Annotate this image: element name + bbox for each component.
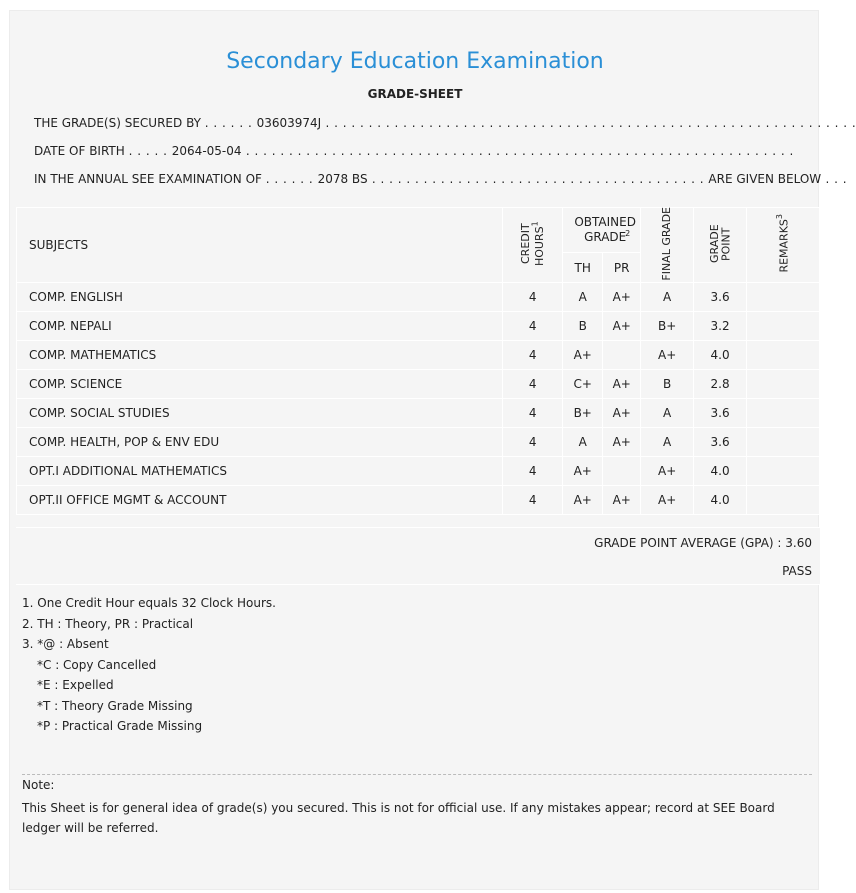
gpa-line bbox=[594, 536, 812, 550]
dob-line: DATE OF BIRTH . . . . . 2064-05-04 . . . . . . . . . . . . . . . . . . . . . . . . . . . . . . . . . . . . . . . . . . . . . . . . . . . . . . . . . . . . . . . . bbox=[34, 144, 794, 158]
subject-name: COMP. HEALTH, POP & ENV EDU bbox=[17, 428, 503, 457]
pr-grade-cell: A+ bbox=[603, 486, 641, 515]
table-row bbox=[17, 341, 820, 370]
dob-value: 2064-05-04 bbox=[171, 144, 242, 158]
subject-name: COMP. MATHEMATICS bbox=[17, 341, 503, 370]
grade-point-cell: 4.0 bbox=[694, 457, 747, 486]
obtained-grade-header: OBTAINED GRADE$^2$ bbox=[563, 208, 641, 253]
grade-point-cell: 2.8 bbox=[694, 370, 747, 399]
credit-hours-cell: 4 bbox=[503, 283, 563, 312]
pr-grade-cell: A+ bbox=[603, 370, 641, 399]
grade-point-cell: 4.0 bbox=[694, 486, 747, 515]
dob-label: DATE OF BIRTH bbox=[34, 144, 125, 158]
th-header: TH bbox=[563, 253, 603, 283]
credit-hours-cell: 4 bbox=[503, 312, 563, 341]
credit-hours-cell: 4 bbox=[503, 428, 563, 457]
remarks-header: REMARKS$^3$ bbox=[747, 208, 820, 283]
footnote-3-p: *P : Practical Grade Missing bbox=[37, 719, 203, 733]
remarks-cell bbox=[747, 486, 820, 515]
pr-grade-cell: A+ bbox=[603, 428, 641, 457]
grades-table bbox=[16, 207, 820, 515]
grade-point-cell: 3.2 bbox=[694, 312, 747, 341]
subjects-header: SUBJECTS bbox=[17, 208, 503, 283]
remarks-cell bbox=[747, 370, 820, 399]
grade-point-cell: 3.6 bbox=[694, 399, 747, 428]
remarks-cell bbox=[747, 428, 820, 457]
final-grade-header: FINAL GRADE bbox=[641, 208, 694, 283]
grade-sheet bbox=[9, 10, 856, 890]
table-row bbox=[17, 428, 820, 457]
footnote-3-e: *E : Expelled bbox=[37, 678, 114, 692]
sheet-subtitle: GRADE-SHEET bbox=[367, 87, 463, 101]
pr-grade-cell: A+ bbox=[603, 283, 641, 312]
secured-by-line: THE GRADE(S) SECURED BY . . . . . . 03603974J . . . . . . . . . . . . . . . . . . . . . . . . . . . . . . . . . . . . . . . . . . . . . . . . . . . . . . . . . . . . . . bbox=[34, 116, 856, 130]
th-grade-cell: A+ bbox=[563, 457, 603, 486]
table-row bbox=[17, 283, 820, 312]
gpa-value: 3.60 bbox=[785, 536, 812, 550]
credit-hours-header: CREDIT HOURS$^1$ bbox=[503, 208, 563, 283]
subject-name: OPT.I ADDITIONAL MATHEMATICS bbox=[17, 457, 503, 486]
th-grade-cell: A+ bbox=[563, 341, 603, 370]
final-grade-cell: A+ bbox=[641, 486, 694, 515]
table-row bbox=[17, 457, 820, 486]
pr-grade-cell bbox=[603, 341, 641, 370]
final-grade-cell: A bbox=[641, 428, 694, 457]
grade-point-cell: 3.6 bbox=[694, 283, 747, 312]
remarks-cell bbox=[747, 312, 820, 341]
subject-name: OPT.II OFFICE MGMT & ACCOUNT bbox=[17, 486, 503, 515]
note-text: This Sheet is for general idea of grade(s) you secured. This is not for official use. If any mistakes appear; record at SEE Board ledger will be referred. bbox=[22, 801, 775, 835]
subject-name: COMP. SOCIAL STUDIES bbox=[17, 399, 503, 428]
table-row bbox=[17, 370, 820, 399]
table-row bbox=[17, 486, 820, 515]
result-status: PASS bbox=[782, 564, 812, 578]
th-grade-cell: C+ bbox=[563, 370, 603, 399]
credit-hours-cell: 4 bbox=[503, 486, 563, 515]
subject-name: COMP. NEPALI bbox=[17, 312, 503, 341]
footnotes bbox=[22, 593, 276, 737]
final-grade-cell: A bbox=[641, 283, 694, 312]
credit-hours-cell: 4 bbox=[503, 457, 563, 486]
footnote-3-t: *T : Theory Grade Missing bbox=[37, 698, 193, 713]
exam-year: 2078 BS bbox=[317, 172, 368, 186]
grade-point-cell: 3.6 bbox=[694, 428, 747, 457]
th-grade-cell: A bbox=[563, 283, 603, 312]
th-grade-cell: B bbox=[563, 312, 603, 341]
grade-point-header: GRADE POINT bbox=[694, 208, 747, 283]
credit-hours-cell: 4 bbox=[503, 370, 563, 399]
remarks-cell bbox=[747, 399, 820, 428]
pr-grade-cell bbox=[603, 457, 641, 486]
dashed-divider bbox=[22, 774, 812, 775]
pr-header: PR bbox=[603, 253, 641, 283]
subject-name: COMP. ENGLISH bbox=[17, 283, 503, 312]
exam-line: IN THE ANNUAL SEE EXAMINATION OF . . . . . . 2078 BS . . . . . . . . . . . . . . . . . . . . . . . . . . . . . . . . . . . . . . . ARE GIVEN BELOW . . . bbox=[34, 172, 848, 186]
final-grade-cell: A bbox=[641, 399, 694, 428]
given-below: ARE GIVEN BELOW bbox=[708, 172, 822, 186]
th-grade-cell: B+ bbox=[563, 399, 603, 428]
final-grade-cell: B bbox=[641, 370, 694, 399]
pr-grade-cell: A+ bbox=[603, 399, 641, 428]
table-row bbox=[17, 399, 820, 428]
exam-label: IN THE ANNUAL SEE EXAMINATION OF bbox=[34, 172, 262, 186]
gpa-label: GRADE POINT AVERAGE (GPA) : bbox=[594, 536, 782, 550]
pr-grade-cell: A+ bbox=[603, 312, 641, 341]
credit-hours-cell: 4 bbox=[503, 341, 563, 370]
subject-name: COMP. SCIENCE bbox=[17, 370, 503, 399]
note-label: Note: bbox=[22, 778, 55, 792]
grade-point-cell: 4.0 bbox=[694, 341, 747, 370]
final-grade-cell: A+ bbox=[641, 341, 694, 370]
footnote-3: 3. *@ : Absent bbox=[22, 637, 109, 651]
remarks-cell bbox=[747, 283, 820, 312]
summary-box bbox=[16, 527, 820, 585]
credit-hours-cell: 4 bbox=[503, 399, 563, 428]
th-grade-cell: A bbox=[563, 428, 603, 457]
remarks-cell bbox=[747, 457, 820, 486]
remarks-cell bbox=[747, 341, 820, 370]
symbol-number: 03603974J bbox=[256, 116, 322, 130]
footnote-2: 2. TH : Theory, PR : Practical bbox=[22, 616, 194, 631]
footnote-3-c: *C : Copy Cancelled bbox=[37, 657, 157, 672]
table-row bbox=[17, 312, 820, 341]
final-grade-cell: B+ bbox=[641, 312, 694, 341]
th-grade-cell: A+ bbox=[563, 486, 603, 515]
exam-title: Secondary Education Examination bbox=[226, 49, 604, 74]
footnote-1: 1. One Credit Hour equals 32 Clock Hours. bbox=[22, 596, 276, 610]
secured-by-label: THE GRADE(S) SECURED BY bbox=[34, 116, 201, 130]
final-grade-cell: A+ bbox=[641, 457, 694, 486]
